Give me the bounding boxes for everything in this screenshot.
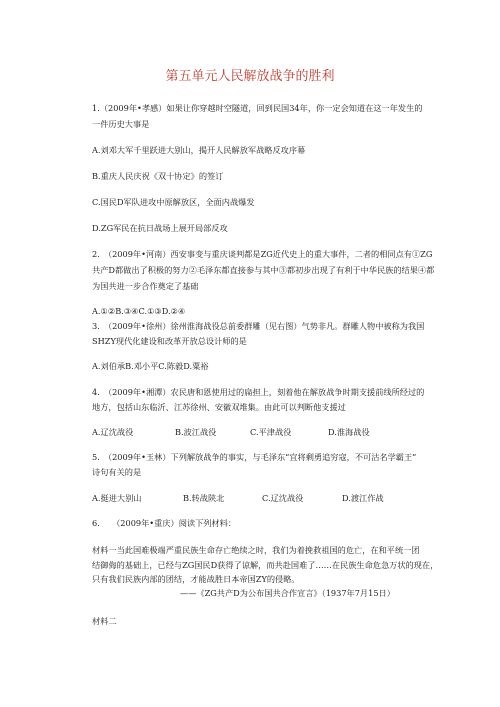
- q2-stem-line3: 为国共进一步合作奠定了基础: [92, 281, 199, 291]
- q5-stem-line1: 5. （2009年•玉林）下列解放战争的事实，与毛泽东“宜将剩勇追穷寇，不可沽名学霸王”: [92, 452, 417, 462]
- q1-option-b: B.重庆人民庆祝《双十协定》的签订: [92, 171, 224, 181]
- q1-option-d: D.ZG军民在抗日战场上展开局部反攻: [92, 223, 228, 233]
- q2-stem-line1: 2. （2009年•河南）西安事变与重庆谈判都是ZG近代史上的重大事件，二者的相同点有①ZG: [92, 249, 433, 259]
- q3-options: A.刘伯承B.邓小平C.陈毅D.粟裕: [92, 361, 209, 371]
- q5-option-c: C.辽沈战役: [262, 493, 304, 503]
- page-title: 第五单元人民解放战争的胜利: [165, 69, 335, 84]
- q4-option-c: C.平津战役: [250, 427, 292, 437]
- q1-option-c: C.国民D军队进攻中原解放区，全面内战爆发: [92, 197, 255, 207]
- q1-stem-line1: 1.（2009年•孝感）如果让你穿越时空隧道，回到民国34年，你一定会知道在这一年发生的: [92, 103, 423, 113]
- q6-material2-label: 材料二: [92, 616, 117, 626]
- q6-material1-source: ——《ZG共产D为公布国共合作宣言》（1937年7月15日）: [180, 588, 395, 598]
- q5-stem-line2: 诗句有关的是: [92, 467, 142, 477]
- q1-stem-line2: 一件历史大事是: [92, 119, 150, 129]
- q3-stem-line2: SHZY现代化建设和改革开放总设计师的是: [92, 336, 247, 346]
- q4-option-d: D.淮海战役: [328, 427, 370, 437]
- q6-material1-line1: 材料一当此国难极端严重民族生命存亡绝续之时，我们为着挽救祖国的危亡，在和平统一团: [92, 545, 420, 555]
- q4-option-b: B.波江战役: [175, 427, 217, 437]
- q5-option-a: A.挺进大别山: [92, 493, 142, 503]
- q4-option-a: A.辽沈战役: [92, 427, 134, 437]
- q6-material1-line2: 结御侮的基础上，已经与ZG国民D获得了谅解，而共赴国难了……在民族生命危急万状的现在，: [92, 560, 439, 570]
- q3-stem-line1: 3. （2009年•徐州）徐州淮海战役总前委群雕（见右图）气势非凡。群雕人物中被称为我国: [92, 321, 425, 331]
- q5-option-b: B.转战陕北: [183, 493, 225, 503]
- q2-options: A.①②B.③④C.①③D.②④: [92, 306, 186, 316]
- q4-stem-line1: 4. （2009年•湘潭）农民唐和恩使用过的扁担上，刻着他在解放战争时期支援前线所经过的: [92, 387, 425, 397]
- q4-stem-line2: 地方，包括山东临沂、江苏徐州、安徽双堆集。由此可以判断他支援过: [92, 402, 346, 412]
- q2-stem-line2: 共产D都做出了积极的努力②毛泽东都直接参与其中③都初步出现了有利于中华民族的结果④都: [92, 265, 435, 275]
- q6-material1-line3: 只有我们民族内部的团结，才能战胜日本帝国ZY的侵略。: [92, 574, 300, 584]
- q5-option-d: D.渡江作战: [342, 493, 384, 503]
- q6-stem: 6. （2009年•重庆）阅读下列材料：: [92, 518, 237, 528]
- q1-option-a: A.刘邓大军千里跃进大别山，揭开人民解放军战略反攻序幕: [92, 145, 306, 155]
